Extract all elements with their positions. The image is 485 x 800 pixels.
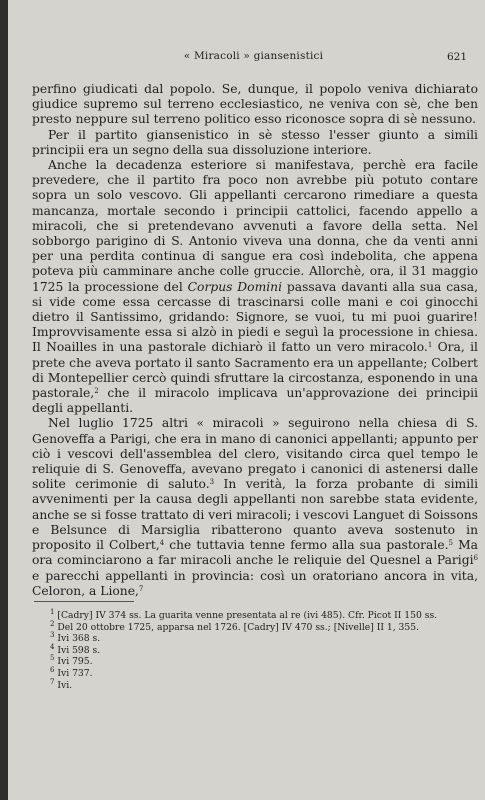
paragraph-text: Ma ora cominciarono a far miracoli anche le reliquie del Quesnel a Parigi xyxy=(32,538,478,568)
paragraph xyxy=(32,158,478,416)
footnote-number: 5 xyxy=(50,654,55,663)
paragraph-text: Nel luglio 1725 altri « miracoli » seguirono nella chiesa di S. Genoveffa a Parigi, che era in mano di canonici appellanti; appunto per ciò i vescovi dell'assemblea del clero, visitando circa quel tempo le reliquie di S. Genoveffa, avevano pregato i canonici di astenersi dalle solite cerimonie di saluto. xyxy=(32,416,478,492)
paragraph-text: passava davanti alla sua casa, si vide come essa cercasse di trascinarsi colle mani e coi ginocchi dietro il Santissimo, gridando: Signore, se vuoi, tu mi puoi guarire! Improvvisamente essa si alzò in piedi e seguì la processione in chiesa. Il Noailles in una pastorale dichiarò il fatto un vero miracolo. xyxy=(32,279,478,355)
footnote-marker: 3 xyxy=(209,478,215,487)
footnote-text: [Cadry] IV 374 ss. La guarita venne presentata al re (ivi 485). Cfr. Picot II 150 ss. xyxy=(57,610,438,621)
footnote-divider xyxy=(34,601,134,602)
footnote-text: Ivi 368 s. xyxy=(57,633,101,645)
footnote-text: Ivi 737. xyxy=(57,667,93,679)
footnote xyxy=(32,610,478,622)
footnote-marker: 5 xyxy=(448,539,453,548)
footnote xyxy=(32,665,478,680)
footnote-marker: 7 xyxy=(138,584,144,593)
paragraph-text: Ora, il prete che aveva portato il santo Sacramento era un appellante; Colbert di Montepellier cercò quindi sfruttare la circostanza, esponendo in una pastorale, xyxy=(32,340,478,401)
body-text xyxy=(32,82,478,599)
footnote xyxy=(32,619,478,634)
footnote-number: 3 xyxy=(50,631,55,640)
paragraph xyxy=(32,416,478,598)
footnotes xyxy=(32,610,478,691)
paragraph-text: Anche la decadenza esteriore si manifestava, perchè era facile prevedere, che il partito fra poco non avrebbe più potuto contare sopra un solo vescovo. Gli appellanti cercarono rimediare a questa mancanza, mortale secondo i principii cattolici, facendo appello a miracoli, che si pretendevano avvenuti a favore della setta. Nel sobborgo parigino di S. Antonio viveva una donna, che da venti anni per una perdita continua di sangue era così indebolita, che appena poteva più camminare anche colle gruccie. Allorchè, ora, il 31 maggio 1725 la processione del xyxy=(32,158,478,294)
running-title: « Miracoli » giansenistici xyxy=(183,50,324,62)
footnote-number: 1 xyxy=(50,608,55,616)
book-page xyxy=(8,0,485,800)
footnote-number: 2 xyxy=(50,619,55,628)
paragraph-text: Per il partito giansenistico in sè stesso l'esser giunto a simili principii era un segno della sua dissoluzione interiore. xyxy=(32,127,478,157)
footnote-marker: 1 xyxy=(427,341,433,350)
footnote-marker: 4 xyxy=(159,539,165,548)
footnote-text: Ivi 795. xyxy=(57,656,93,668)
paragraph-text: perfino giudicati dal popolo. Se, dunque, il popolo veniva dichiarato giudice supremo sul terreno ecclesiastico, ne veniva con sè, che ben presto neppure sul terreno politico esso riconosce sopra di sè nessuno. xyxy=(32,82,478,127)
paragraph-text: che il miracolo implicava un'approvazione dei principii degli appellanti. xyxy=(32,386,478,416)
footnote-text: Ivi. xyxy=(57,679,73,691)
italic-title: Corpus Domini xyxy=(187,279,283,294)
footnote-marker: 2 xyxy=(94,387,99,396)
footnote-text: Del 20 ottobre 1725, apparsa nel 1726. [Cadry] IV 470 ss.; [Nivelle] II 1, 355. xyxy=(57,621,420,633)
footnote-text: Ivi 598 s. xyxy=(57,644,101,656)
paragraph-text: che tuttavia tenne fermo alla sua pastorale. xyxy=(164,538,449,553)
paragraph xyxy=(32,82,478,128)
footnote-number: 7 xyxy=(50,677,55,686)
footnote xyxy=(32,656,478,668)
footnote-number: 6 xyxy=(50,665,55,674)
footnote-number: 4 xyxy=(50,642,55,651)
paragraph xyxy=(32,128,478,158)
page-header xyxy=(34,50,473,68)
footnote xyxy=(32,677,478,692)
footnote xyxy=(32,642,478,657)
page-number: 621 xyxy=(446,51,467,63)
footnote xyxy=(32,633,478,645)
footnote-marker: 6 xyxy=(473,554,478,563)
paragraph-text: e parecchi appellanti in provincia: così un oratoriano ancora in vita, Celoron, a Lione, xyxy=(32,568,478,598)
paragraph-text: In verità, la forza probante di simili avvenimenti per la causa degli appellanti non sarebbe stata evidente, anche se si fosse trattato di veri miracoli; i vescovi Languet di Soissons e Belsunce di Marsiglia ribatterono quanto aveva sostenuto in proposito il Colbert, xyxy=(32,477,479,553)
